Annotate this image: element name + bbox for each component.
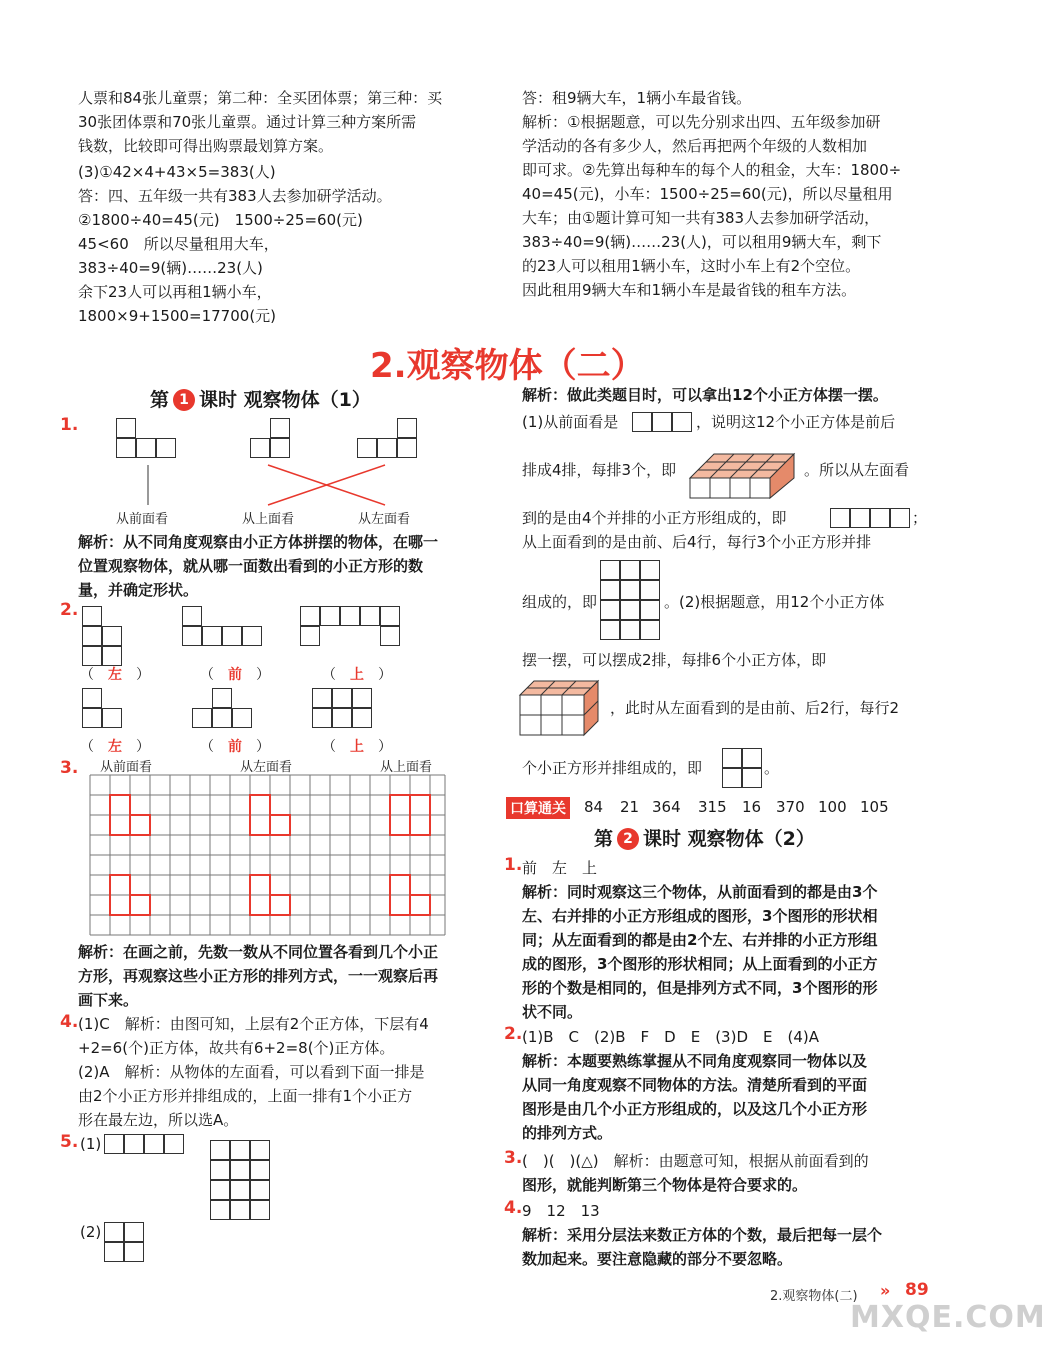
subpart-label: (2): [80, 1223, 102, 1241]
page-number: 89: [905, 1280, 929, 1300]
text-line: 解析：①根据题意，可以先分别求出四、五年级参加研: [522, 113, 881, 131]
text-line: 学活动的各有多少人，然后再把两个年级的人数相加: [522, 137, 868, 155]
text-line: 到的是由4个并排的小正方形组成的，即: [522, 509, 787, 527]
text-line: 30张团体票和70张儿童票。通过计算三种方案所需: [78, 113, 417, 131]
subpart-label: (1): [80, 1135, 102, 1153]
text-line: 个小正方形并排组成的，即: [522, 759, 703, 777]
text-line: ；: [912, 509, 928, 527]
text-line: 大车；由①题计算可知一共有383人去参加研学活动，: [522, 209, 880, 227]
answer-blank: （ 上 ）: [322, 739, 392, 755]
text-line: 人票和84张儿童票；第二种：全买团体票；第三种：买: [78, 89, 443, 107]
text-line: 383÷40=9(辆)……23(人): [78, 259, 263, 277]
question-number: 2.: [60, 600, 79, 620]
lesson-suffix: 课时 观察物体（1）: [199, 389, 371, 411]
watermark: MXQE.COM: [850, 1300, 1046, 1335]
cube-stack-2x6-figure: [518, 675, 608, 737]
section-title: 2.观察物体（二）: [370, 346, 645, 386]
q3-grid: [90, 775, 446, 937]
text-line: 。(2)根据题意，用12个小正方体: [664, 593, 885, 611]
question-number: 3.: [60, 758, 79, 778]
lesson-2-title: [594, 824, 815, 851]
answer-blank: （ 前 ）: [200, 667, 270, 683]
analysis-line: 解析：在画之前，先数一数从不同位置各看到几个小正: [78, 943, 439, 961]
text-line: 。所以从左面看: [804, 461, 910, 479]
question-number: 1.: [60, 415, 79, 435]
text-line: 摆一摆，可以摆成2排，每排6个小正方体，即: [522, 651, 827, 669]
view-label: 从左面看: [358, 512, 411, 527]
analysis-line: 方形，再观察这些小正方形的排列方式，一一观察后再: [78, 967, 439, 985]
view-label: 从左面看: [240, 760, 293, 775]
footer-chapter: 2.观察物体(二): [770, 1289, 858, 1304]
text-line: 1800×9+1500=17700(元): [78, 307, 277, 325]
text-line: 383÷40=9(辆)……23(人)，可以租用9辆大车，剩下: [522, 233, 882, 251]
text-line: ②1800÷40=45(元) 1500÷25=60(元): [78, 211, 363, 229]
text-line: 钱数，比较即可得出购票最划算方案。: [78, 137, 334, 155]
view-label: 从前面看: [100, 760, 153, 775]
text-line: 即可求。②先算出每种车的每个人的租金，大车：1800÷: [522, 161, 902, 179]
text-line: ，此时从左面看到的是由前、后2行，每行2: [610, 699, 900, 717]
text-line: (3)①42×4+43×5=383(人): [78, 163, 276, 181]
answer-blank: （ 前 ）: [200, 739, 270, 755]
mental-math-label: 口算通关: [506, 797, 570, 819]
text-line: (2)A 解析：从物体的左面看，可以看到下面一排是: [78, 1063, 425, 1081]
lesson-prefix: 第: [594, 828, 614, 850]
text-line: 从上面看到的是由前、后4行，每行3个小正方形并排: [522, 533, 872, 551]
lesson-suffix: 课时 观察物体（2）: [643, 828, 815, 850]
analysis-line: 画下来。: [78, 991, 139, 1009]
view-label: 从上面看: [242, 512, 295, 527]
text-line: 45<60 所以尽量租用大车，: [78, 235, 279, 253]
analysis-line: 解析：从不同角度观察由小正方体拼摆的物体，在哪一: [78, 533, 439, 551]
analysis-line: 解析：做此类题目时，可以拿出12个小正方体摆一摆。: [522, 386, 888, 404]
arrows-icon: »: [880, 1281, 891, 1300]
text-line: 形在最左边，所以选A。: [78, 1111, 239, 1129]
text-line: +2=6(个)正方体，故共有6+2=8(个)正方体。: [78, 1039, 395, 1057]
question-number: 5.: [60, 1132, 79, 1152]
text-line: 组成的，即: [522, 593, 598, 611]
answer-blank: （ 上 ）: [322, 667, 392, 683]
view-label: 从前面看: [116, 512, 169, 527]
text-line: 排成4排，每排3个，即: [522, 461, 677, 479]
lesson-number-badge: 1: [173, 389, 195, 411]
text-line: 。: [764, 759, 780, 777]
answer-blank: （ 左 ）: [80, 739, 150, 755]
analysis-line: 位置观察物体，就从哪一面数出看到的小正方形的数: [78, 557, 424, 575]
text-line: (1)从前面看是: [522, 413, 619, 431]
text-line: 由2个小正方形并排组成的，上面一排有1个小正方: [78, 1087, 413, 1105]
answer-blank: （ 左 ）: [80, 667, 150, 683]
text-line: (1)C 解析：由图可知，上层有2个正方体，下层有4: [78, 1015, 429, 1033]
analysis-line: 量，并确定形状。: [78, 581, 199, 599]
text-line: 余下23人可以再租1辆小车，: [78, 283, 272, 301]
text-line: 答：租9辆大车，1辆小车最省钱。: [522, 89, 752, 107]
cube-stack-4x3-figure: [690, 440, 800, 500]
view-label: 从上面看: [380, 760, 433, 775]
lesson-prefix: 第: [150, 389, 170, 411]
text-line: 答：四、五年级一共有383人去参加研学活动。: [78, 187, 392, 205]
text-line: 因此租用9辆大车和1辆小车是最省钱的租车方法。: [522, 281, 857, 299]
question-number: 4.: [60, 1012, 79, 1032]
lesson-number-badge: 2: [617, 828, 639, 850]
text-line: 的23人可以租用1辆小车，这时小车上有2个空位。: [522, 257, 861, 275]
text-line: ，说明这12个小正方体是前后: [696, 413, 896, 431]
text-line: 40=45(元)，小车：1500÷25=60(元)，所以尽量租用: [522, 185, 893, 203]
